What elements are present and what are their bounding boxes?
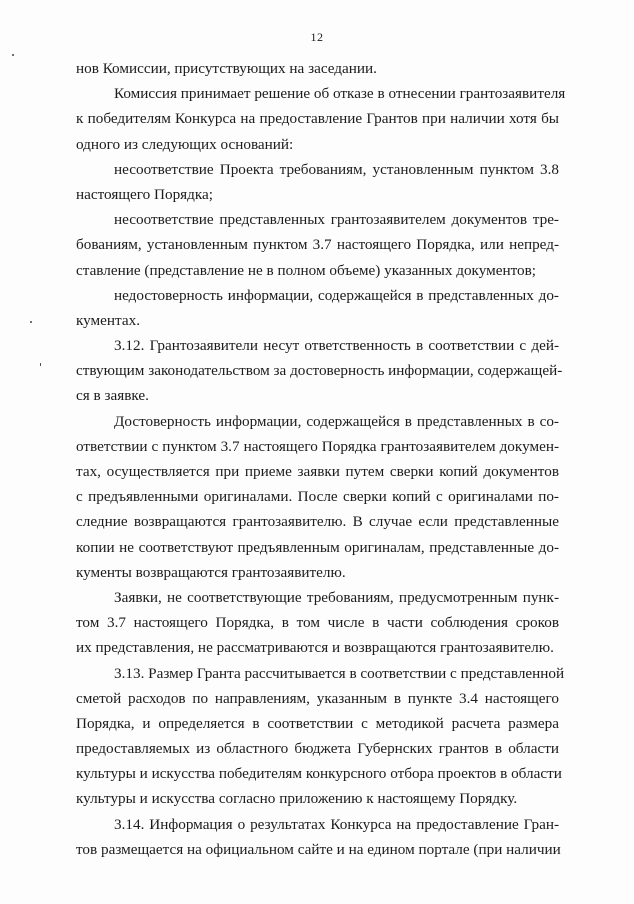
- text-line: с предъявленными оригиналами. После сверки копий с оригиналами по-: [76, 488, 559, 506]
- paragraph: [76, 81, 566, 157]
- page-number: 12: [310, 30, 324, 44]
- text-line: 3.14. Информация о результатах Конкурса на предоставление Гран-: [114, 815, 559, 833]
- text-line: настоящего Порядка;: [76, 185, 213, 203]
- text-line: их представления, не рассматриваются и возвращаются грантозаявителю.: [76, 639, 554, 657]
- text-line: культуры и искусства согласно приложению к настоящему Порядку.: [76, 790, 518, 808]
- text-line: ся в заявке.: [76, 387, 149, 405]
- text-line: том 3.7 настоящего Порядка, в том числе в части соблюдения сроков: [76, 614, 559, 632]
- text-line: Комиссия принимает решение об отказе в отнесении грантозаявителя: [114, 85, 566, 103]
- text-line: ответствии с пунктом 3.7 настоящего Порядка грантозаявителем докумен-: [76, 437, 559, 455]
- paragraph: [76, 585, 559, 661]
- scan-speck: [30, 321, 32, 323]
- text-line: тах, осуществляется при приеме заявки путем сверки копий документов: [76, 463, 559, 480]
- text-line: культуры и искусства победителям конкурсного отбора проектов в области: [76, 765, 562, 783]
- text-line: предоставляемых из областного бюджета Губернских грантов в области: [76, 740, 559, 758]
- document-body: [76, 56, 566, 862]
- paragraph: [76, 157, 559, 207]
- paragraph: [76, 207, 559, 283]
- text-line: 3.12. Грантозаявители несут ответственность в соответствии с дей-: [114, 337, 559, 355]
- paragraph: [76, 661, 565, 812]
- paragraph: [76, 56, 559, 81]
- paragraph: [76, 333, 563, 409]
- text-line: Порядка, и определяется в соответствии с методикой расчета размера: [76, 714, 559, 732]
- text-line: ставление (представление не в полном объеме) указанных документов;: [76, 261, 536, 279]
- text-line: ствующим законодательством за достоверность информации, содержащей-: [76, 362, 563, 380]
- text-line: тов размещается на официальном сайте и на едином портале (при наличии: [76, 840, 561, 858]
- text-line: одного из следующих оснований:: [76, 135, 294, 153]
- text-line: сметой расходов по направлениям, указанным в пункте 3.4 настоящего: [76, 689, 559, 707]
- scan-speck: [12, 54, 14, 56]
- text-line: бованиям, установленным пунктом 3.7 настоящего Порядка, или непред-: [76, 236, 559, 254]
- text-line: копии не соответствуют предъявленным оригиналам, представленные до-: [76, 538, 559, 556]
- text-line: нов Комиссии, присутствующих на заседании.: [76, 60, 377, 77]
- text-line: несоответствие представленных грантозаявителем документов тре-: [114, 211, 559, 229]
- paragraph: [76, 812, 559, 862]
- text-line: к победителям Конкурса на предоставление Грантов при наличии хотя бы: [76, 110, 559, 128]
- text-line: Заявки, не соответствующие требованиям, предусмотренным пунк-: [114, 588, 559, 606]
- scan-speck: [40, 363, 41, 366]
- text-line: следние возвращаются грантозаявителю. В случае если представленные: [76, 513, 559, 531]
- text-line: 3.13. Размер Гранта рассчитывается в соответствии с представленной: [114, 664, 565, 682]
- text-line: недостоверность информации, содержащейся в представленных до-: [114, 286, 559, 304]
- paragraph: [76, 283, 559, 333]
- text-line: кументах.: [76, 311, 140, 329]
- text-line: Достоверность информации, содержащейся в представленных в со-: [114, 412, 559, 430]
- paragraph: [76, 409, 559, 585]
- text-line: несоответствие Проекта требованиям, установленным пунктом 3.8: [114, 160, 559, 178]
- text-line: кументы возвращаются грантозаявителю.: [76, 563, 346, 581]
